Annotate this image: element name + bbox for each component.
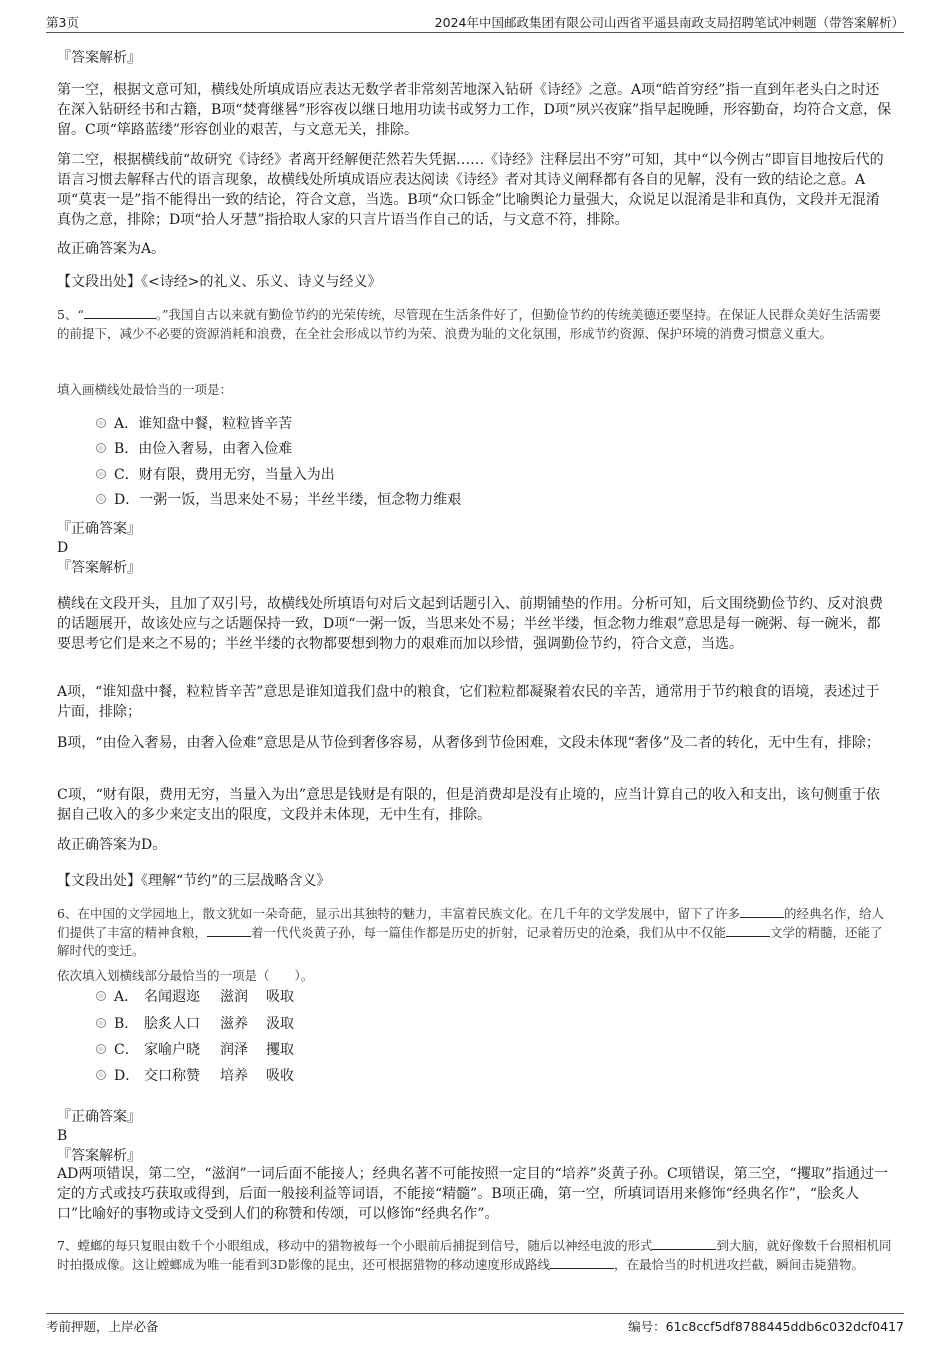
q6-analysis: AD两项错误，第二空，“滋润”一词后面不能接人；经典名著不可能按照一定目的“培养”炎黄子孙。C项错误，第三空，“攫取”指通过一定的方式或技巧获取或得到，后面一般接利益等词语，不能接“精髓”。B项正确，第一空，所填词语用来修饰“经典名作”，“脍炙人口”比喻好的事物或诗文受到人们的称赞和传颂，可以修饰“经典名作”。	[57, 1166, 888, 1222]
q7-blank-1	[652, 1237, 716, 1250]
q6-option-c[interactable]: C． 家喻户晓 润泽 攫取	[96, 1040, 294, 1060]
radio-icon[interactable]	[96, 1044, 106, 1054]
q4-source: 【文段出处】《<诗经>的礼义、乐义、诗义与经义》	[57, 274, 382, 290]
q6-analysis-label: 『答案解析』	[57, 1148, 141, 1164]
q5-option-a[interactable]: A．谁知盘中餐，粒粒皆辛苦	[96, 414, 292, 434]
q6-blank-2	[207, 924, 251, 937]
page-footer	[46, 1313, 904, 1334]
q4-analysis-para-2: 第二空，根据横线前“故研究《诗经》者离开经解便茫然若失凭据……《诗经》注释层出不穷”可知，其中“以今例古”即盲目地按后代的语言习惯去解释古代的语言现象，故横线处所填成语应表达阅读《诗经》者对其诗义阐释都有各自的见解，没有一致的结论之意。A项“莫衷一是”指不能得出一致的结论，符合文意，当选。B项“众口铄金”比喻舆论力量强大，众说足以混淆是非和真伪，文段并无混淆真伪之意，排除；D项“拾人牙慧”指拾取人家的只言片语当作自己的话，与文意不符，排除。	[57, 152, 884, 228]
q5-source: 【文段出处】《理解“节约”的三层战略含义》	[57, 873, 331, 889]
q4-analysis-label: 『答案解析』	[57, 50, 141, 66]
q5-option-d[interactable]: D．一粥一饭，当思来处不易；半丝半缕，恒念物力维艰	[96, 490, 461, 510]
q5-option-c[interactable]: C．财有限，费用无穷，当量入为出	[96, 465, 335, 485]
q5-analysis-para-1: 横线在文段开头，且加了双引号，故横线处所填语句对后文起到话题引入、前期铺垫的作用。分析可知，后文围绕勤俭节约、反对浪费的话题展开，故该处应与之话题保持一致，D项“一粥一饭，当思来处不易；半丝半缕，恒念物力维艰”意思是每一碗粥、每一碗米，都要思考它们是来之不易的；半丝半缕的衣物都要想到物力的艰难而加以珍惜，强调勤俭节约，符合文意，当选。	[57, 596, 883, 652]
q5-blank	[84, 306, 156, 319]
document-id: 编号：61c8ccf5df8788445ddb6c032dcf0417	[628, 1319, 904, 1334]
q5-analysis-para-2: A项，“谁知盘中餐，粒粒皆辛苦”意思是谁知道我们盘中的粮食，它们粒粒都凝聚着农民的辛苦，通常用于节约粮食的语境，表述过于片面，排除；	[57, 684, 880, 720]
q5-stem: 5、“ 。”我国自古以来就有勤俭节约的光荣传统，尽管现在生活条件好了，但勤俭节约的传统美德还要坚持。在保证人民群众美好生活需要的前提下，减少不必要的资源消耗和浪费，在全社会形成以节约为荣、浪费为耻的文化氛围，形成节约资源、保护环境的消费习惯意义重大。	[57, 307, 881, 341]
q6-blank-1	[740, 905, 784, 918]
radio-icon[interactable]	[96, 991, 106, 1001]
radio-icon[interactable]	[96, 469, 106, 479]
q7-blank-2	[550, 1256, 614, 1269]
document-title: 2024年中国邮政集团有限公司山西省平遥县南政支局招聘笔试冲刺题（带答案解析）	[434, 15, 904, 30]
q6-blank-3	[726, 924, 770, 937]
q6-option-a[interactable]: A． 名闻遐迩 滋润 吸取	[96, 987, 294, 1007]
q6-answer: B	[57, 1128, 68, 1144]
q5-analysis-label: 『答案解析』	[57, 560, 141, 576]
radio-icon[interactable]	[96, 1070, 106, 1080]
radio-icon[interactable]	[96, 494, 106, 504]
q5-answer-label: 『正确答案』	[57, 521, 141, 537]
q6-stem: 6、在中国的文学园地上，散文犹如一朵奇葩，显示出其独特的魅力，丰富着民族文化。在几千年的文学发展中，留下了许多 的经典名作，给人们提供了丰富的精神食粮， 着一代代炎黄子孙，每一篇佳作都是历史的折射，记录着历史的沧桑，我们从中不仅能 文学的精髓，还能了解时代的变迁。	[57, 906, 884, 959]
q7-stem: 7、螳螂的每只复眼由数千个小眼组成，移动中的猎物被每一个小眼前后捕捉到信号，随后以神经电波的形式 到大脑，就好像数千台照相机同时拍摄成像。这让螳螂成为唯一能看到3D影像的昆虫，还可根据猎物的移动速度形成路线 ，在最恰当的时机进攻拦截，瞬间击毙猎物。	[57, 1238, 892, 1272]
q6-option-d[interactable]: D． 交口称赞 培养 吸收	[96, 1066, 294, 1086]
q5-answer: D	[57, 540, 69, 556]
q6-answer-label: 『正确答案』	[57, 1109, 141, 1125]
q4-conclusion: 故正确答案为A。	[57, 241, 166, 257]
q5-option-b[interactable]: B．由俭入奢易，由奢入俭难	[96, 439, 292, 459]
q5-analysis-para-4: C项，“财有限，费用无穷，当量入为出”意思是钱财是有限的，但是消费却是没有止境的，应当计算自己的收入和支出，该句侧重于依据自己收入的多少来定支出的限度，文段并未体现，无中生有，排除。	[57, 787, 881, 823]
radio-icon[interactable]	[96, 443, 106, 453]
footer-slogan: 考前押题，上岸必备	[46, 1319, 159, 1334]
q6-prompt: 依次填入划横线部分最恰当的一项是（ ）。	[57, 968, 314, 983]
q6-option-b[interactable]: B． 脍炙人口 滋养 汲取	[96, 1014, 294, 1034]
radio-icon[interactable]	[96, 418, 106, 428]
q5-conclusion: 故正确答案为D。	[57, 837, 167, 853]
q5-analysis-para-3: B项，“由俭入奢易，由奢入俭难”意思是从节俭到奢侈容易，从奢侈到节俭困难，文段未体现“奢侈”及二者的转化，无中生有，排除；	[57, 735, 880, 751]
radio-icon[interactable]	[96, 1018, 106, 1028]
q5-prompt: 填入画横线处最恰当的一项是：	[57, 382, 233, 397]
page-header	[46, 10, 904, 33]
page-number: 第3页	[46, 15, 79, 30]
q4-analysis-para-1: 第一空，根据文意可知，横线处所填成语应表达无数学者非常刻苦地深入钻研《诗经》之意。A项“皓首穷经”指一直到年老头白之时还在深入钻研经书和古籍，B项“焚膏继晷”形容夜以继日地用功读书或努力工作，D项“夙兴夜寐”指早起晚睡，形容勤奋，均符合文意，保留。C项“筚路蓝缕”形容创业的艰苦，与文意无关，排除。	[57, 82, 892, 138]
